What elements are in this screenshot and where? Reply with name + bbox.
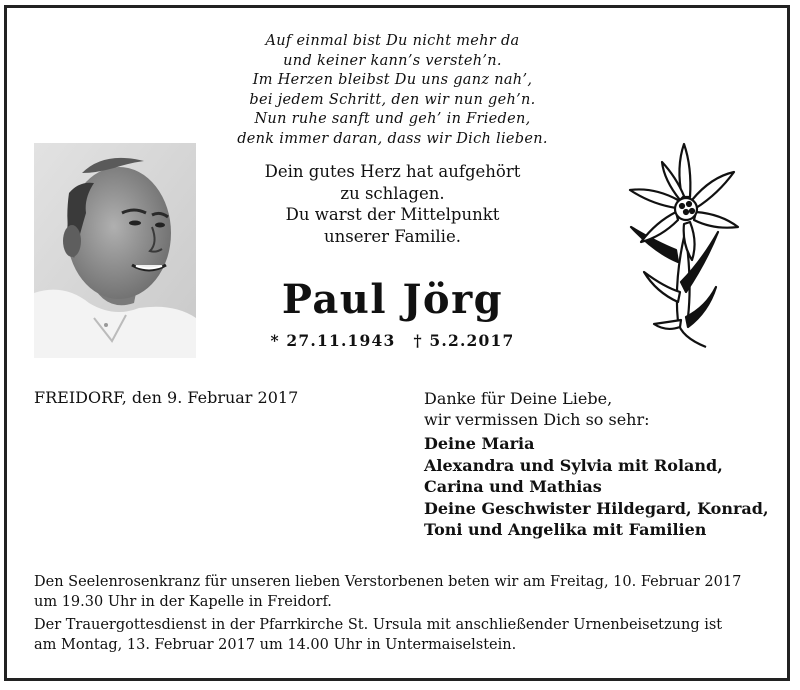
notice-line: um 19.30 Uhr in der Kapelle in Freidorf.	[34, 594, 332, 610]
mourner-line: Carina und Mathias	[424, 477, 602, 496]
notice-line: Der Trauergottesdienst in der Pfarrkirche St. Ursula mit anschließender Urnenbeisetzung ist	[34, 617, 723, 633]
poem-line: bei jedem Schritt, den wir nun geh’n.	[249, 91, 536, 108]
poem-line: und keiner kann’s versteh’n.	[283, 52, 502, 69]
mourner-line: Toni und Angelika mit Familien	[424, 520, 707, 539]
place-and-date: FREIDORF, den 9. Februar 2017	[34, 388, 299, 407]
verse-line: Dein gutes Herz hat aufgehört	[264, 162, 521, 181]
verse-line: Du warst der Mittelpunkt	[285, 205, 500, 224]
life-dates	[240, 331, 545, 350]
mourner-line: Alexandra und Sylvia mit Roland,	[424, 455, 723, 475]
mourners-list	[424, 433, 769, 541]
death-date: † 5.2.2017	[413, 331, 515, 350]
notice-line: am Montag, 13. Februar 2017 um 14.00 Uhr in Untermaiselstein.	[34, 637, 517, 653]
portrait-photo	[34, 143, 196, 358]
poem-line: denk immer daran, dass wir Dich lieben.	[237, 130, 548, 147]
verse-line: unserer Familie.	[324, 226, 461, 246]
poem	[200, 32, 585, 149]
verse-line: zu schlagen.	[340, 183, 445, 203]
mourner-line: Deine Maria	[424, 434, 535, 453]
portrait-illustration	[34, 143, 196, 358]
service-notice	[34, 615, 774, 655]
thanks-line: Danke für Deine Liebe,	[424, 389, 613, 408]
mourner-line: Deine Geschwister Hildegard, Konrad,	[424, 498, 769, 518]
deceased-name: Paul Jörg	[281, 276, 504, 323]
thanks-text	[424, 388, 650, 430]
edelweiss-icon	[626, 142, 746, 352]
poem-line: Im Herzen bleibst Du uns ganz nah’,	[252, 72, 533, 88]
notice-line: Den Seelenrosenkranz für unseren lieben Verstorbenen beten wir am Freitag, 10. Februar 2017	[34, 574, 742, 590]
birth-date: * 27.11.1943	[270, 331, 396, 350]
rosary-notice	[34, 572, 774, 612]
poem-line: Nun ruhe sanft und geh’ in Frieden,	[254, 111, 531, 127]
poem-line: Auf einmal bist Du nicht mehr da	[265, 33, 520, 49]
thanks-line: wir vermissen Dich so sehr:	[424, 410, 650, 429]
verse	[240, 161, 545, 247]
